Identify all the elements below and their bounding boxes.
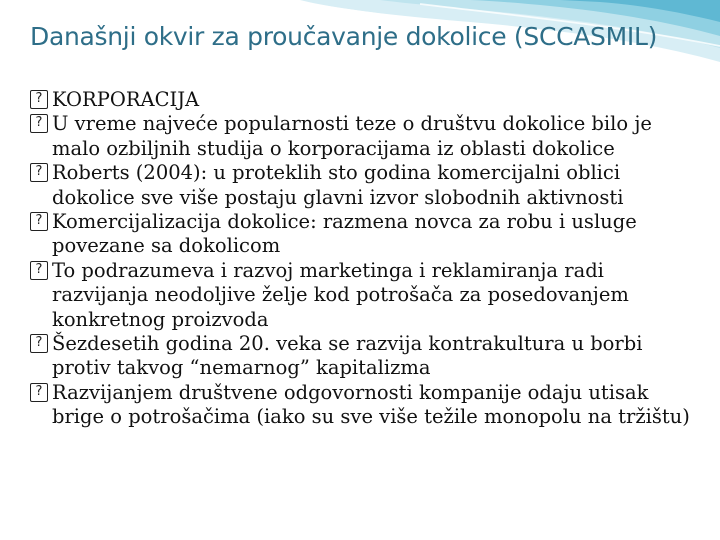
bullet-list [30, 88, 702, 430]
list-item [30, 161, 702, 210]
missing-glyph-bullet-icon [30, 261, 48, 280]
missing-glyph-bullet-icon [30, 383, 48, 402]
missing-glyph-bullet-icon [30, 163, 48, 182]
list-item [30, 332, 702, 381]
list-item-text: KORPORACIJA [52, 88, 200, 111]
list-item [30, 259, 702, 332]
missing-glyph-bullet-icon [30, 90, 48, 109]
list-item [30, 381, 702, 430]
missing-glyph-bullet-icon [30, 334, 48, 353]
list-item-text: Komercijalizacija dokolice: razmena novca za robu i usluge povezane sa dokolicom [52, 210, 637, 258]
slide-title: Današnji okvir za proučavanje dokolice (SCCASMIL) [30, 22, 658, 51]
list-item [30, 210, 702, 259]
list-item-text: To podrazumeva i razvoj marketinga i reklamiranja radi razvijanja neodoljive želje kod potrošača za posedovanjem konkretnog proizvoda [52, 258, 629, 331]
list-item-text: Razvijanjem društvene odgovornosti kompanije odaju utisak brige o potrošačima (iako su sve više težile monopolu na tržištu) [52, 380, 690, 429]
list-item-text: Šezdesetih godina 20. veka se razvija kontrakultura u borbi protiv takvog “nemarnog” kapitalizma [52, 332, 643, 380]
list-item-text: Roberts (2004): u proteklih sto godina komercijalni oblici dokolice sve više postaju glavni izvor slobodnih aktivnosti [52, 161, 624, 209]
list-item [30, 88, 702, 112]
missing-glyph-bullet-icon [30, 114, 48, 133]
missing-glyph-bullet-icon [30, 212, 48, 231]
list-item [30, 112, 702, 161]
list-item-text: U vreme najveće popularnosti teze o društvu dokolice bilo je malo ozbiljnih studija o korporacijama iz oblasti dokolice [52, 112, 652, 160]
